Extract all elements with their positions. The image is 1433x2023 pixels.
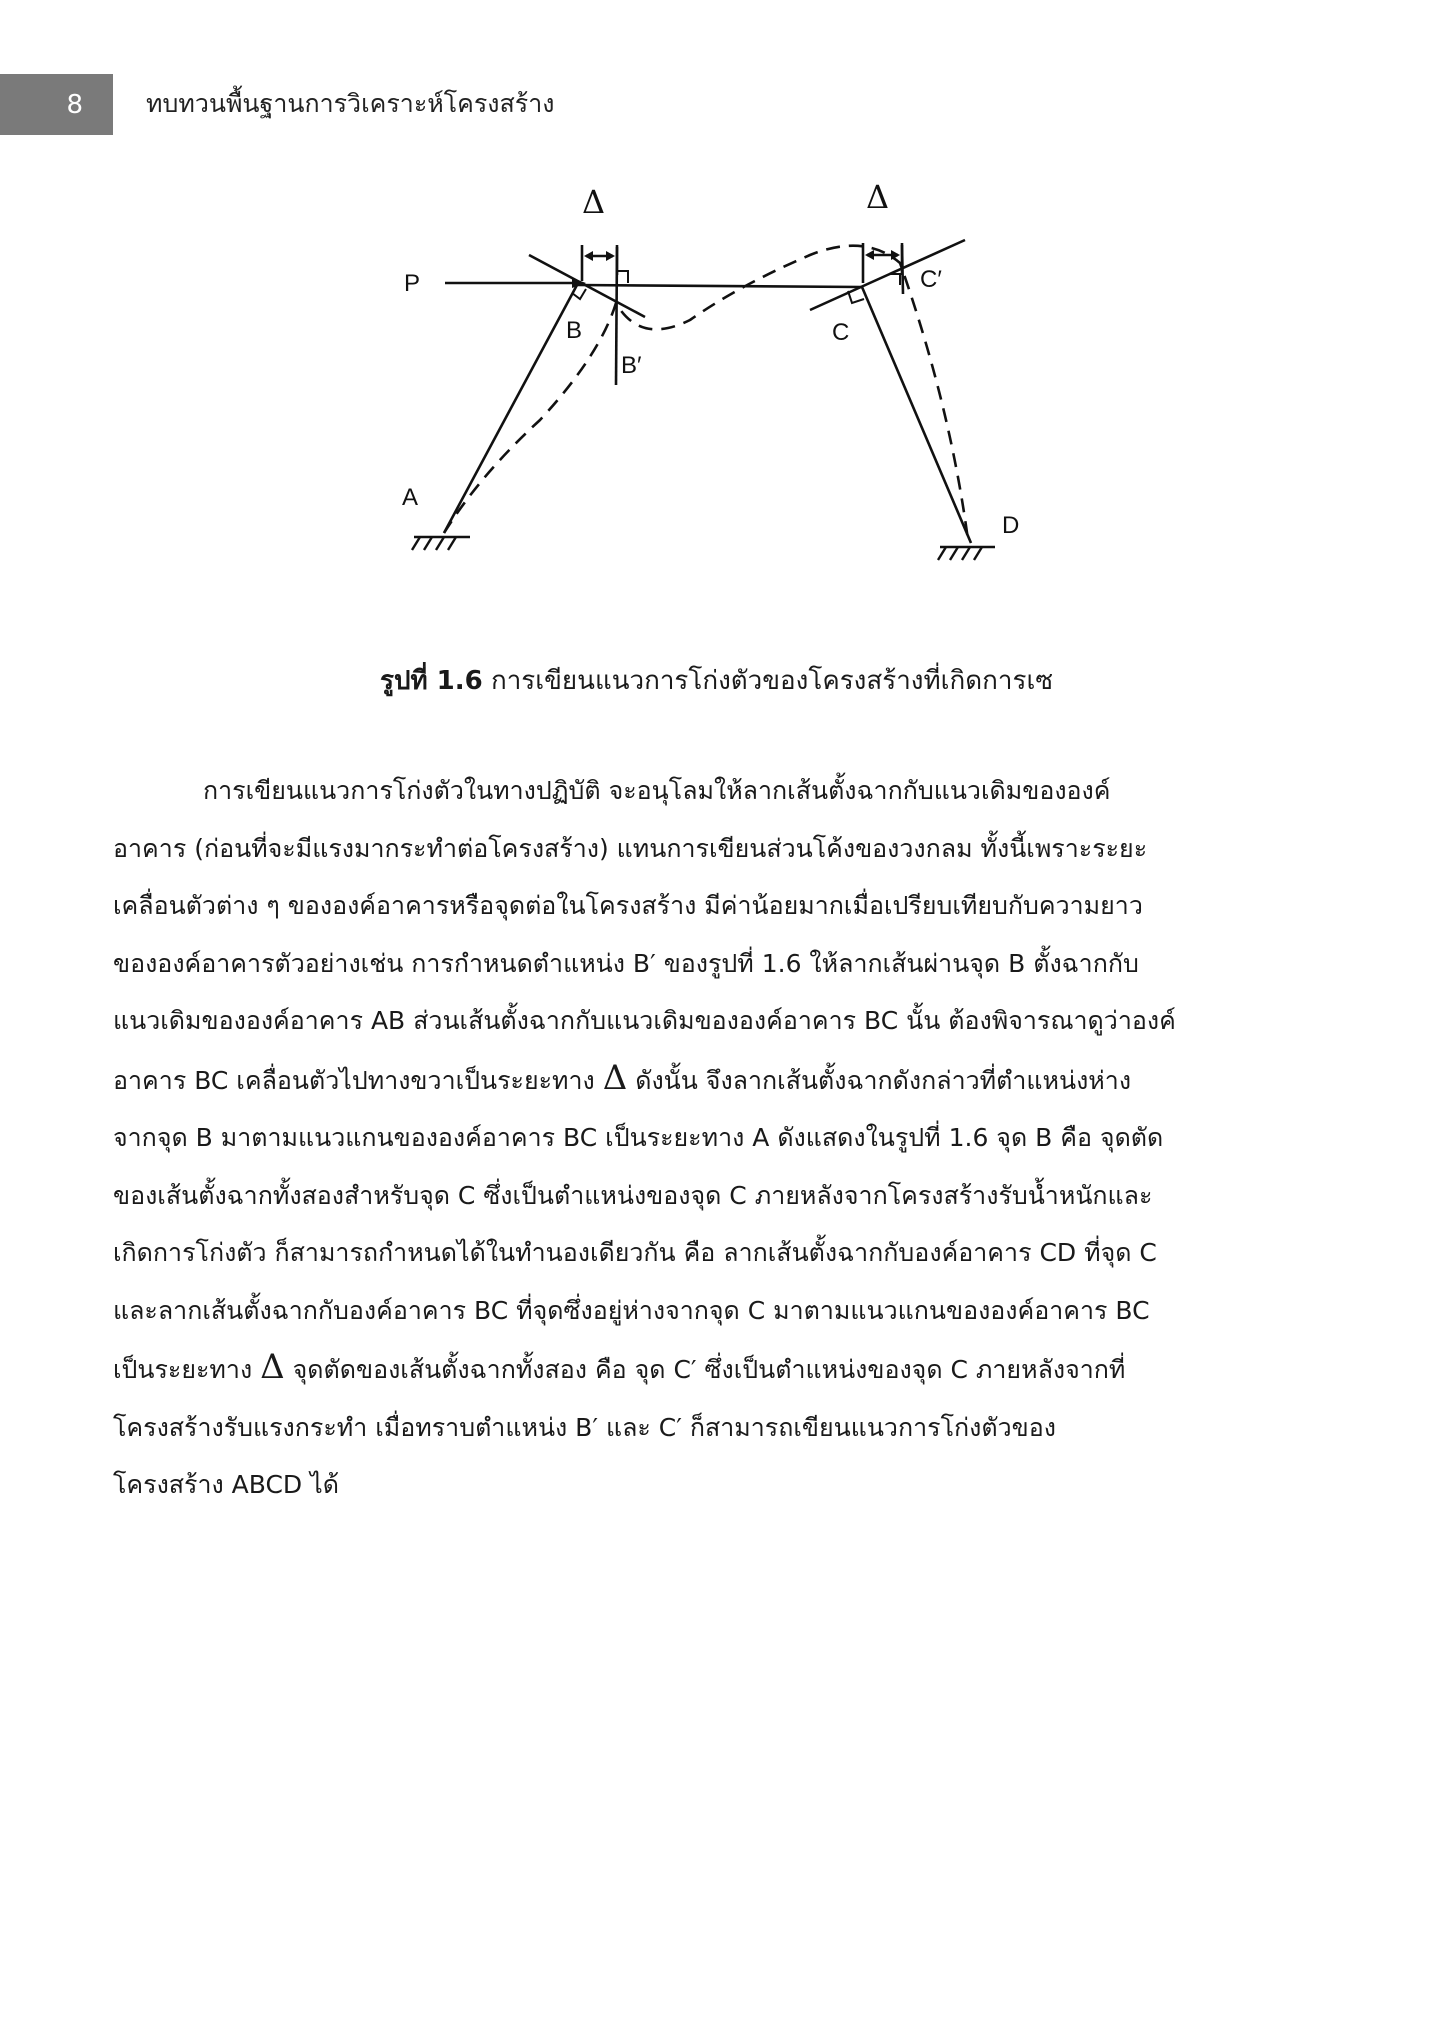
deflected-shape bbox=[444, 246, 968, 540]
delta-symbol: Δ bbox=[602, 1057, 628, 1098]
paragraph-line: โครงสร้างรับแรงกระทำ เมื่อทราบตำแหน่ง B′ และ C′ ก็สามารถเขียนแนวการโก่งตัวของ bbox=[113, 1412, 1056, 1442]
member-cd bbox=[862, 287, 971, 543]
support-d-hatch-4 bbox=[974, 547, 982, 560]
paragraph-line: เกิดการโก่งตัว ก็สามารถกำหนดได้ในทำนองเดียวกัน คือ ลากเส้นตั้งฉากกับองค์อาคาร CD ที่จุด C bbox=[113, 1238, 1157, 1267]
label-c: C bbox=[832, 319, 850, 346]
paragraph-line: ของเส้นตั้งฉากทั้งสองสำหรับจุด C ซึ่งเป็นตำแหน่งของจุด C ภายหลังจากโครงสร้างรับน้ำหนักและ bbox=[113, 1180, 1153, 1210]
support-d-hatch-1 bbox=[938, 547, 946, 560]
paragraph-line: และลากเส้นตั้งฉากกับองค์อาคาร BC ที่จุดซึ่งอยู่ห่างจากจุด C มาตามแนวแกนขององค์อาคาร BC bbox=[113, 1295, 1150, 1325]
label-b-prime: B′ bbox=[621, 352, 642, 379]
label-d: D bbox=[1002, 512, 1020, 539]
paragraph-line-with-delta bbox=[113, 1339, 1265, 1399]
page-number-box bbox=[0, 74, 113, 135]
caption-prefix: รูปที่ 1.6 bbox=[379, 666, 483, 696]
label-b: B bbox=[566, 317, 583, 344]
label-p: P bbox=[404, 270, 421, 297]
paragraph-line: อาคาร (ก่อนที่จะมีแรงมากระทำต่อโครงสร้าง) แทนการเขียนส่วนโค้งของวงกลม ทั้งนี้เพราะระยะ bbox=[113, 833, 1148, 863]
right-angle-mark-bprime bbox=[618, 271, 628, 283]
support-a-hatch-4 bbox=[448, 537, 456, 550]
paragraph-line: จากจุด B มาตามแนวแกนขององค์อาคาร BC เป็นระยะทาง A ดังแสดงในรูปที่ 1.6 จุด B คือ จุดตัด bbox=[113, 1123, 1164, 1152]
paragraph-line: การเขียนแนวการโก่งตัวในทางปฏิบัติ จะอนุโลมให้ลากเส้นตั้งฉากกับแนวเดิมขององค์ bbox=[203, 776, 1111, 805]
member-ab bbox=[444, 285, 577, 533]
delta-left-arrowhead-r bbox=[606, 251, 615, 261]
paragraph-line-with-delta bbox=[113, 1050, 1265, 1110]
label-c-prime: C′ bbox=[920, 266, 942, 293]
line11-text-b: จุดตัดของเส้นตั้งฉากทั้งสอง คือ จุด C′ ซึ่งเป็นตำแหน่งของจุด C ภายหลังจากที่ bbox=[284, 1355, 1126, 1384]
running-title: ทบทวนพื้นฐานการวิเคราะห์โครงสร้าง bbox=[146, 89, 555, 118]
support-d-hatch-3 bbox=[962, 547, 970, 560]
delta-right-arrowhead-l bbox=[865, 250, 874, 260]
paragraph-line: ขององค์อาคารตัวอย่างเช่น การกำหนดตำแหน่ง B′ ของรูปที่ 1.6 ให้ลากเส้นผ่านจุด B ตั้งฉากกับ bbox=[113, 948, 1139, 978]
body-paragraph bbox=[113, 762, 1265, 1514]
support-a-hatch-2 bbox=[424, 537, 432, 550]
caption-text: การเขียนแนวการโก่งตัวของโครงสร้างที่เกิดการเซ bbox=[482, 666, 1053, 696]
paragraph-line: โครงสร้าง ABCD ได้ bbox=[113, 1470, 339, 1499]
paragraph-line: เคลื่อนตัวต่าง ๆ ขององค์อาคารหรือจุดต่อในโครงสร้าง มีค่าน้อยมากเมื่อเปรียบเทียบกับความยาว bbox=[113, 891, 1143, 920]
right-angle-mark-cprime bbox=[890, 274, 900, 285]
line6-text-b: ดังนั้น จึงลากเส้นตั้งฉากดังกล่าวที่ตำแหน่งห่าง bbox=[627, 1065, 1132, 1095]
label-delta-right: Δ bbox=[866, 178, 890, 216]
frame-deflection-figure bbox=[390, 175, 1020, 585]
support-a-hatch-1 bbox=[412, 537, 420, 550]
page-number: 8 bbox=[66, 89, 83, 120]
label-delta-left: Δ bbox=[582, 183, 606, 221]
frame-diagram bbox=[390, 175, 1020, 585]
figure-caption bbox=[0, 660, 1433, 701]
support-d-hatch-2 bbox=[950, 547, 958, 560]
support-a-hatch-3 bbox=[436, 537, 444, 550]
line11-text-a: เป็นระยะทาง bbox=[113, 1355, 261, 1384]
paragraph-line: แนวเดิมขององค์อาคาร AB ส่วนเส้นตั้งฉากกับแนวเดิมขององค์อาคาร BC นั้น ต้องพิจารณาดูว่าองค์ bbox=[113, 1006, 1176, 1035]
load-arrow-head bbox=[572, 278, 586, 288]
label-a: A bbox=[402, 484, 419, 511]
member-bc bbox=[577, 285, 862, 287]
delta-left-arrowhead-l bbox=[584, 251, 593, 261]
line6-text-a: อาคาร BC เคลื่อนตัวไปทางขวาเป็นระยะทาง bbox=[113, 1065, 603, 1095]
delta-symbol: Δ bbox=[260, 1347, 285, 1387]
